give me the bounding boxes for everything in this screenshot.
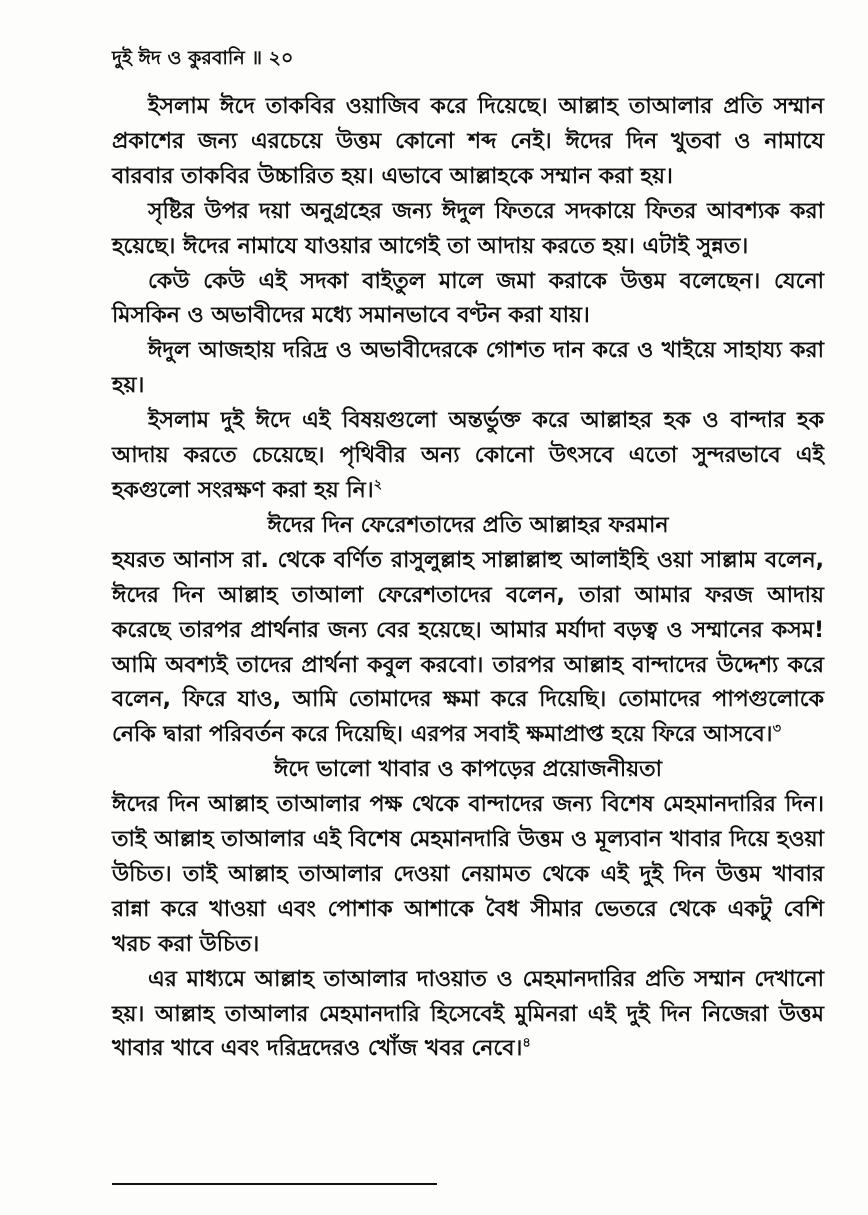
footnote-ref-3: ৩ [772,721,782,737]
section-heading-food-clothing: ঈদে ভালো খাবার ও কাপড়ের প্রয়োজনীয়তা [273,757,663,783]
paragraph-hadith-anas-text: হযরত আনাস রা. থেকে বর্ণিত রাসুলুল্লাহ সাল্লাল্লাহু আলাইহি ওয়া সাল্লাম বলেন, ঈদের দিন আল্লাহ তাআলা ফেরেশতাদের বলেন, তারা আমার ফরজ আদায় করেছে তারপর প্রার্থনার জন্য বের হয়েছে। আমার মর্যাদা বড়ত্ব ও সম্মানের কসম! আমি অবশ্যই তাদের প্রার্থনা কবুল করবো। তারপর আল্লাহ বান্দাদের উদ্দেশ্য করে বলেন, ফিরে যাও, আমি তোমাদের ক্ষমা করে দিয়েছি। তোমাদের পাপগুলোকে নেকি দ্বারা পরিবর্তন করে দিয়েছি। এরপর সবাই ক্ষমাপ্রাপ্ত হয়ে ফিরে আসবে। [112,547,824,748]
paragraph-honor-text: এর মাধ্যমে আল্লাহ তাআলার দাওয়াত ও মেহমানদারির প্রতি সম্মান দেখানো হয়। আল্লাহ তাআলার মেহমানদারি হিসেবেই মুমিনরা এই দুই দিন নিজেরা উত্তম খাবার খাবে এবং দরিদ্রদেরও খোঁজ খবর নেবে। [112,966,824,1062]
running-header: দুই ঈদ ও কুরবানি ॥ ২০ [112,47,294,69]
paragraph-takbir: ইসলাম ঈদে তাকবির ওয়াজিব করে দিয়েছে। আল্লাহ তাআলার প্রতি সম্মান প্রকাশের জন্য এরচেয়ে উত্তম কোনো শব্দ নেই। ঈদের দিন খুতবা ও নামাযে বারবার তাকবির উচ্চারিত হয়। এভাবে আল্লাহকে সম্মান করা হয়। [112,94,824,189]
footnote-ref-2: ২ [373,477,383,493]
body-text [112,90,824,1067]
paragraph-huquq [112,404,824,509]
paragraph-baitul-mal: কেউ কেউ এই সদকা বাইতুল মালে জমা করাকে উত্তম বলেছেন। যেনো মিসকিন ও অভাবীদের মধ্যে সমানভাবে বণ্টন করা যায়। [112,268,824,329]
paragraph-hadith-anas [112,544,824,753]
paragraph-huquq-text: ইসলাম দুই ঈদে এই বিষয়গুলো অন্তর্ভুক্ত করে আল্লাহর হক ও বান্দার হক আদায় করতে চেয়েছে। পৃথিবীর অন্য কোনো উৎসবে এতো সুন্দরভাবে এই হকগুলো সংরক্ষণ করা হয় নি। [112,408,824,503]
paragraph-mehmandari: ঈদের দিন আল্লাহ তাআলার পক্ষ থেকে বান্দাদের জন্য বিশেষ মেহমানদারির দিন। তাই আল্লাহ তাআলার এই বিশেষ মেহমানদারি উত্তম ও মূল্যবান খাবার দিয়ে হওয়া উচিত। তাই আল্লাহ তাআলার দেওয়া নেয়ামত থেকে এই দুই দিন উত্তম খাবার রান্না করে খাওয়া এবং পোশাক আশাকে বৈধ সীমার ভেতরে থেকে একটু বেশি খরচ করা উচিত। [112,792,824,957]
section-heading-angels: ঈদের দিন ফেরেশতাদের প্রতি আল্লাহর ফরমান [267,512,669,538]
paragraph-eid-ul-adha: ঈদুল আজহায় দরিদ্র ও অভাবীদেরকে গোশত দান করে ও খাইয়ে সাহায্য করা হয়। [112,338,824,399]
footnote-separator-rule [112,1183,437,1185]
paragraph-honor [112,963,824,1068]
footnote-ref-4: ৪ [522,1036,531,1052]
paragraph-sadaqatul-fitr: সৃষ্টির উপর দয়া অনুগ্রহের জন্য ঈদুল ফিতরে সদকায়ে ফিতর আবশ্যক করা হয়েছে। ঈদের নামাযে যাওয়ার আগেই তা আদায় করতে হয়। এটাই সুন্নত। [112,198,824,259]
